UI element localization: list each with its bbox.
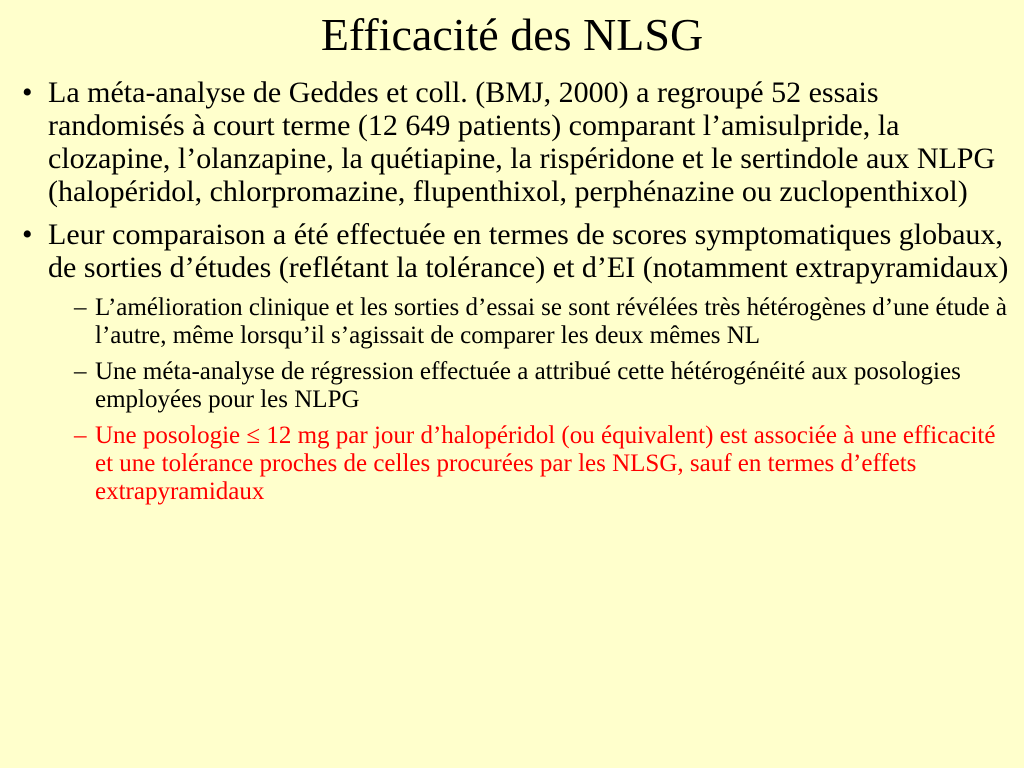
sub-bullet-item-3-highlighted — [22, 422, 1012, 506]
sub-bullet-text: Une posologie ≤ 12 mg par jour d’halopéridol (ou équivalent) est associée à une efficacité et une tolérance proches de celles procurées par les NLSG, sauf en termes d’effets extrapyramidaux — [95, 422, 996, 505]
slide-body — [22, 76, 1012, 514]
bullet-marker: • — [22, 76, 33, 109]
sub-bullet-text: Une méta-analyse de régression effectuée a attribué cette hétérogénéité aux posologies employées pour les NLPG — [95, 358, 961, 413]
sub-bullet-text: L’amélioration clinique et les sorties d’essai se sont révélées très hétérogènes d’une étude à l’autre, même lorsqu’il s’agissait de comparer les deux mêmes NL — [95, 294, 1007, 349]
sub-bullet-marker: – — [74, 294, 87, 321]
sub-bullet-marker: – — [74, 358, 87, 385]
bullet-text: Leur comparaison a été effectuée en termes de scores symptomatiques globaux, de sorties d’études (reflétant la tolérance) et d’EI (notamment extrapyramidaux) — [48, 218, 1009, 284]
bullet-text: La méta-analyse de Geddes et coll. (BMJ, 2000) a regroupé 52 essais randomisés à court terme (12 649 patients) comparant l’amisulpride, la clozapine, l’olanzapine, la quétiapine, la rispéridone et le sertindole aux NLPG (halopéridol, chlorpromazine, flupenthixol, perphénazine ou zuclopenthixol) — [48, 76, 996, 208]
bullet-item-1 — [22, 76, 1012, 208]
sub-bullet-item-2 — [22, 358, 1012, 414]
bullet-marker: • — [22, 218, 33, 251]
sub-bullet-marker: – — [74, 422, 87, 449]
bullet-item-2 — [22, 218, 1012, 284]
sub-bullet-item-1 — [22, 294, 1012, 350]
slide-title: Efficacité des NLSG — [320, 9, 704, 60]
